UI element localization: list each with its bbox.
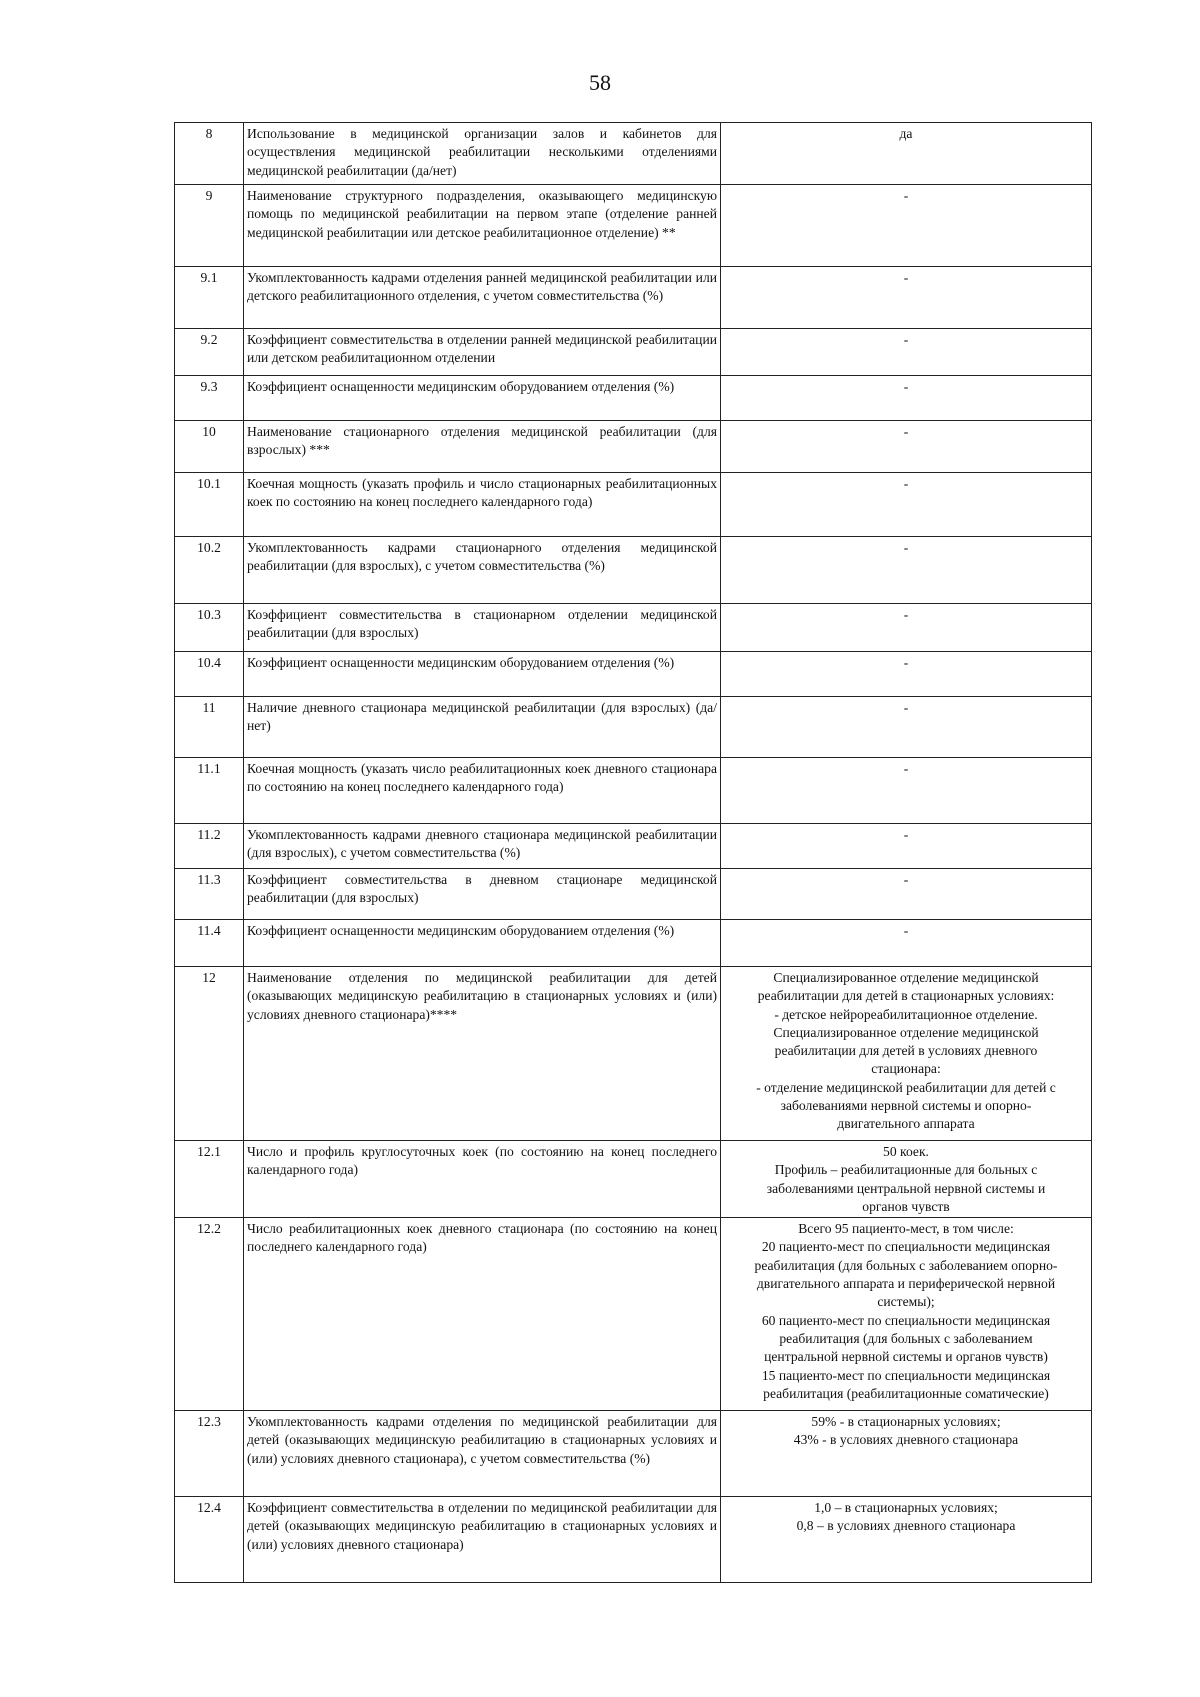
value-line: заболеваниями нервной системы и опорно-	[780, 1098, 1032, 1114]
indicator-name: Укомплектованность кадрами отделения по медицинской реабилитации для детей (оказывающих медицинскую реабилитацию в стационарных условиях и (или) условиях дневного стационара), с учетом совместительства (%)	[244, 1411, 721, 1497]
value-line: стационара:	[871, 1061, 941, 1077]
table-row	[175, 473, 1092, 537]
indicator-name: Наличие дневного стационара медицинской реабилитации (для взрослых) (да/нет)	[244, 697, 721, 758]
row-number: 11.2	[175, 824, 244, 869]
indicator-value	[721, 869, 1092, 920]
row-number: 10	[175, 421, 244, 473]
indicator-name: Наименование стационарного отделения медицинской реабилитации (для взрослых) ***	[244, 421, 721, 473]
table-row	[175, 1141, 1092, 1218]
indicator-name: Коечная мощность (указать профиль и число стационарных реабилитационных коек по состоянию на конец последнего календарного года)	[244, 473, 721, 537]
value-line: 43% - в условиях дневного стационара	[793, 1432, 1019, 1448]
indicator-value	[721, 1411, 1092, 1497]
value-line: 59% - в стационарных условиях;	[811, 1414, 1001, 1430]
indicator-value	[721, 1141, 1092, 1218]
indicator-value	[721, 185, 1092, 267]
value-line: -	[903, 655, 909, 670]
indicator-value	[721, 123, 1092, 185]
row-number: 12.4	[175, 1497, 244, 1583]
row-number: 9	[175, 185, 244, 267]
indicator-name: Коэффициент оснащенности медицинским оборудованием отделения (%)	[244, 920, 721, 967]
value-line: 15 пациенто-мест по специальности медицинская	[761, 1367, 1051, 1383]
row-number: 8	[175, 123, 244, 185]
row-number: 11.3	[175, 869, 244, 920]
value-line: да	[899, 126, 913, 141]
table-row	[175, 123, 1092, 185]
value-line: -	[903, 872, 909, 887]
table-row	[175, 824, 1092, 869]
value-line: системы);	[877, 1294, 935, 1310]
indicator-value	[721, 473, 1092, 537]
row-number: 10.1	[175, 473, 244, 537]
value-line: заболеваниями центральной нервной системы и	[766, 1180, 1046, 1196]
value-line: -	[903, 424, 909, 439]
value-line: реабилитация (для больных с заболеванием	[779, 1330, 1033, 1346]
indicator-value	[721, 267, 1092, 329]
indicator-value	[721, 537, 1092, 604]
value-line: -	[903, 476, 909, 491]
value-line: Всего 95 пациенто-мест, в том числе:	[798, 1221, 1014, 1237]
indicator-value	[721, 824, 1092, 869]
value-line: Специализированное отделение медицинской	[773, 1024, 1039, 1040]
indicators-table-body	[175, 123, 1092, 1583]
page-number: 58	[589, 70, 611, 95]
table-row	[175, 920, 1092, 967]
indicator-name: Коечная мощность (указать число реабилитационных коек дневного стационара по состоянию на конец последнего календарного года)	[244, 758, 721, 824]
indicator-name: Укомплектованность кадрами стационарного отделения медицинской реабилитации (для взрослых), с учетом совместительства (%)	[244, 537, 721, 604]
table-row	[175, 697, 1092, 758]
value-line: центральной нервной системы и органов чувств)	[764, 1349, 1048, 1365]
indicator-value	[721, 1497, 1092, 1583]
indicator-value	[721, 604, 1092, 652]
table-row	[175, 1497, 1092, 1583]
table-row	[175, 376, 1092, 421]
table-row	[175, 1218, 1092, 1411]
indicator-name: Число и профиль круглосуточных коек (по состоянию на конец последнего календарного года)	[244, 1141, 721, 1218]
indicator-value	[721, 652, 1092, 697]
value-line: -	[903, 332, 909, 347]
value-line: -	[903, 188, 909, 203]
row-number: 12.2	[175, 1218, 244, 1411]
row-number: 9.1	[175, 267, 244, 329]
row-number: 10.2	[175, 537, 244, 604]
table-row	[175, 604, 1092, 652]
value-line: -	[903, 827, 909, 842]
table-row	[175, 1411, 1092, 1497]
table-row	[175, 652, 1092, 697]
indicator-value	[721, 329, 1092, 376]
value-line: -	[903, 923, 909, 938]
table-row	[175, 267, 1092, 329]
indicator-name: Коэффициент совместительства в стационарном отделении медицинской реабилитации (для взрослых)	[244, 604, 721, 652]
row-number: 11	[175, 697, 244, 758]
row-number: 11.4	[175, 920, 244, 967]
value-line: реабилитации для детей в условиях дневного	[774, 1043, 1038, 1059]
value-line: 0,8 – в условиях дневного стационара	[796, 1518, 1016, 1534]
indicator-name: Наименование отделения по медицинской реабилитации для детей (оказывающих медицинскую реабилитацию в стационарных условиях и (или) условиях дневного стационара)****	[244, 967, 721, 1141]
indicator-name: Укомплектованность кадрами дневного стационара медицинской реабилитации (для взрослых), с учетом совместительства (%)	[244, 824, 721, 869]
indicator-value	[721, 1218, 1092, 1411]
indicator-name: Укомплектованность кадрами отделения ранней медицинской реабилитации или детского реабилитационного отделения, с учетом совместительства (%)	[244, 267, 721, 329]
table-row	[175, 329, 1092, 376]
value-line: Профиль – реабилитационные для больных с	[774, 1162, 1038, 1178]
value-line: 50 коек.	[883, 1144, 929, 1159]
indicator-name: Коэффициент оснащенности медицинским оборудованием отделения (%)	[244, 376, 721, 421]
row-number: 11.1	[175, 758, 244, 824]
value-line: - детское нейрореабилитационное отделение.	[774, 1006, 1038, 1022]
indicator-value	[721, 920, 1092, 967]
value-line: -	[903, 379, 909, 394]
indicator-name: Коэффициент совместительства в отделении ранней медицинской реабилитации или детском реабилитационном отделении	[244, 329, 721, 376]
value-line: двигательного аппарата и периферической нервной	[756, 1276, 1056, 1292]
table-row	[175, 185, 1092, 267]
indicator-name: Коэффициент совместительства в дневном стационаре медицинской реабилитации (для взрослых)	[244, 869, 721, 920]
row-number: 9.3	[175, 376, 244, 421]
value-line: - отделение медицинской реабилитации для детей с	[756, 1079, 1056, 1095]
value-line: -	[903, 270, 909, 285]
indicators-table	[174, 122, 1092, 1583]
table-row	[175, 537, 1092, 604]
indicator-name: Коэффициент совместительства в отделении по медицинской реабилитации для детей (оказывающих медицинскую реабилитацию в стационарных условиях и (или) условиях дневного стационара)	[244, 1497, 721, 1583]
value-line: -	[903, 761, 909, 776]
value-line: 60 пациенто-мест по специальности медицинская	[761, 1312, 1051, 1328]
row-number: 12.1	[175, 1141, 244, 1218]
indicator-name: Наименование структурного подразделения, оказывающего медицинскую помощь по медицинской реабилитации на первом этапе (отделение ранней медицинской реабилитации или детское реабилитационное отделение) **	[244, 185, 721, 267]
value-line: реабилитации для детей в стационарных условиях:	[757, 988, 1055, 1004]
table-row	[175, 758, 1092, 824]
value-line: -	[903, 607, 909, 622]
row-number: 10.3	[175, 604, 244, 652]
value-line: Специализированное отделение медицинской	[773, 970, 1039, 985]
value-line: -	[903, 540, 909, 555]
indicator-name: Коэффициент оснащенности медицинским оборудованием отделения (%)	[244, 652, 721, 697]
indicator-name: Использование в медицинской организации залов и кабинетов для осуществления медицинской реабилитации несколькими отделениями медицинской реабилитации (да/нет)	[244, 123, 721, 185]
indicator-value	[721, 758, 1092, 824]
row-number: 12	[175, 967, 244, 1141]
table-row	[175, 967, 1092, 1141]
value-line: 20 пациенто-мест по специальности медицинская	[761, 1239, 1051, 1255]
row-number: 9.2	[175, 329, 244, 376]
value-line: реабилитация (реабилитационные соматические)	[763, 1385, 1049, 1401]
value-line: органов чувств	[862, 1198, 950, 1214]
value-line: реабилитация (для больных с заболеванием опорно-	[754, 1257, 1058, 1273]
indicator-name: Число реабилитационных коек дневного стационара (по состоянию на конец последнего календарного года)	[244, 1218, 721, 1411]
table-row	[175, 869, 1092, 920]
value-line: -	[903, 700, 909, 715]
indicator-value	[721, 421, 1092, 473]
indicator-value	[721, 967, 1092, 1141]
value-line: 1,0 – в стационарных условиях;	[814, 1500, 998, 1516]
indicator-value	[721, 376, 1092, 421]
table-row	[175, 421, 1092, 473]
value-line: двигательного аппарата	[837, 1116, 975, 1132]
row-number: 12.3	[175, 1411, 244, 1497]
row-number: 10.4	[175, 652, 244, 697]
indicator-value	[721, 697, 1092, 758]
